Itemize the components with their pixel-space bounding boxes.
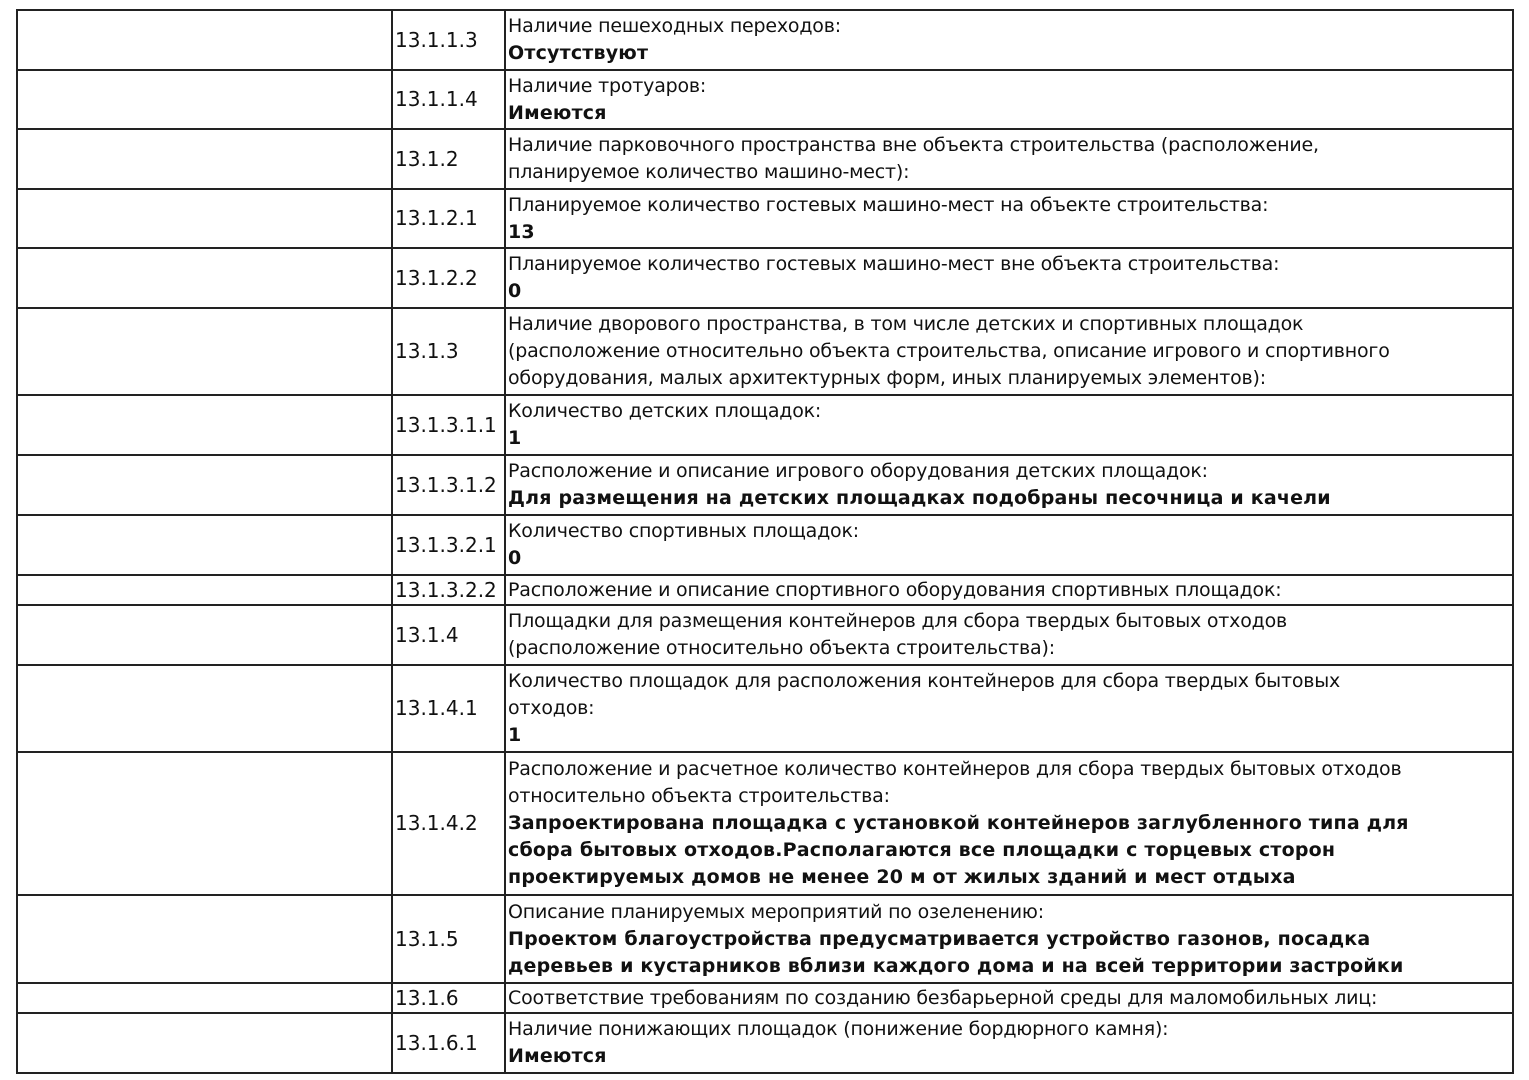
item-label: Количество детских площадок: bbox=[508, 400, 822, 422]
table-row bbox=[17, 752, 1513, 895]
item-value: 13 bbox=[508, 220, 535, 243]
table-row bbox=[17, 395, 1513, 455]
item-value: 1 bbox=[508, 427, 522, 449]
item-description-cell bbox=[505, 395, 1513, 455]
item-label: Наличие дворового пространства, в том числе детских и спортивных площадок (расположение относительно объекта строительства, описание игрового и спортивного оборудования, малых архитектурных форм, иных планируемых элементов): bbox=[508, 313, 1390, 389]
item-description-cell bbox=[505, 895, 1513, 983]
item-description-cell bbox=[505, 1013, 1513, 1073]
item-value: Имеются bbox=[508, 1045, 607, 1067]
item-number: 13.1.6.1 bbox=[392, 1013, 505, 1073]
item-description-cell bbox=[505, 10, 1513, 70]
item-number: 13.1.4 bbox=[392, 605, 505, 665]
item-number: 13.1.3.1.1 bbox=[392, 395, 505, 455]
item-value: 0 bbox=[508, 547, 522, 569]
empty-cell bbox=[17, 895, 392, 983]
empty-cell bbox=[17, 70, 392, 129]
item-number: 13.1.1.3 bbox=[392, 10, 505, 70]
item-value: Запроектирована площадка с установкой контейнеров заглубленного типа для сбора бытовых отходов.Располагаются все площадки с торцевых сторон проектируемых домов не менее 20 м от жилых зданий и мест отдыха bbox=[508, 812, 1409, 888]
empty-cell bbox=[17, 308, 392, 395]
item-value: 0 bbox=[508, 280, 522, 302]
table-row bbox=[17, 189, 1513, 248]
empty-cell bbox=[17, 575, 392, 605]
item-number: 13.1.3 bbox=[392, 308, 505, 395]
empty-cell bbox=[17, 752, 392, 895]
item-description-cell bbox=[505, 752, 1513, 895]
item-label: Наличие тротуаров: bbox=[508, 74, 707, 97]
table-row bbox=[17, 515, 1513, 575]
item-number: 13.1.4.2 bbox=[392, 752, 505, 895]
item-description-cell bbox=[505, 665, 1513, 752]
item-number: 13.1.2.1 bbox=[392, 189, 505, 248]
table-row bbox=[17, 665, 1513, 752]
item-description-cell bbox=[505, 189, 1513, 248]
table-row bbox=[17, 308, 1513, 395]
item-number: 13.1.4.1 bbox=[392, 665, 505, 752]
item-value: Имеются bbox=[508, 101, 607, 124]
item-description-cell bbox=[505, 129, 1513, 189]
empty-cell bbox=[17, 515, 392, 575]
item-value: Для размещения на детских площадках подобраны песочница и качели bbox=[508, 487, 1331, 509]
empty-cell bbox=[17, 10, 392, 70]
table-row bbox=[17, 605, 1513, 665]
item-label: Наличие пешеходных переходов: bbox=[508, 15, 841, 37]
item-label: Расположение и расчетное количество контейнеров для сбора твердых бытовых отходов относительно объекта строительства: bbox=[508, 758, 1402, 807]
empty-cell bbox=[17, 1013, 392, 1073]
item-number: 13.1.6 bbox=[392, 983, 505, 1013]
empty-cell bbox=[17, 189, 392, 248]
item-number: 13.1.3.2.2 bbox=[392, 575, 505, 605]
item-description-cell bbox=[505, 515, 1513, 575]
item-number: 13.1.5 bbox=[392, 895, 505, 983]
item-label: Описание планируемых мероприятий по озеленению: bbox=[508, 900, 1044, 923]
item-value: Отсутствуют bbox=[508, 42, 649, 64]
item-number: 13.1.3.1.2 bbox=[392, 455, 505, 515]
item-number: 13.1.1.4 bbox=[392, 70, 505, 129]
item-label: Площадки для размещения контейнеров для сбора твердых бытовых отходов (расположение относительно объекта строительства): bbox=[508, 610, 1287, 659]
item-value: Проектом благоустройства предусматривается устройство газонов, посадка деревьев и кустарников вблизи каждого дома и на всей территории застройки bbox=[508, 927, 1404, 977]
item-description-cell bbox=[505, 248, 1513, 308]
table-row bbox=[17, 248, 1513, 308]
empty-cell bbox=[17, 129, 392, 189]
item-description-cell bbox=[505, 308, 1513, 395]
item-description-cell bbox=[505, 575, 1513, 605]
item-label: Соответствие требованиям по созданию безбарьерной среды для маломобильных лиц: bbox=[508, 986, 1378, 1009]
table-row bbox=[17, 983, 1513, 1013]
item-label: Планируемое количество гостевых машино-мест на объекте строительства: bbox=[508, 193, 1269, 216]
item-description-cell bbox=[505, 455, 1513, 515]
item-number: 13.1.3.2.1 bbox=[392, 515, 505, 575]
item-number: 13.1.2.2 bbox=[392, 248, 505, 308]
item-label: Наличие парковочного пространства вне объекта строительства (расположение, планируемое количество машино-мест): bbox=[508, 134, 1319, 183]
item-description-cell bbox=[505, 983, 1513, 1013]
empty-cell bbox=[17, 983, 392, 1013]
item-label: Планируемое количество гостевых машино-мест вне объекта строительства: bbox=[508, 253, 1280, 275]
item-label: Наличие понижающих площадок (понижение бордюрного камня): bbox=[508, 1018, 1169, 1040]
item-label: Расположение и описание игрового оборудования детских площадок: bbox=[508, 460, 1208, 482]
item-description-cell bbox=[505, 70, 1513, 129]
table-row bbox=[17, 10, 1513, 70]
empty-cell bbox=[17, 455, 392, 515]
table-row bbox=[17, 1013, 1513, 1073]
empty-cell bbox=[17, 395, 392, 455]
table-row bbox=[17, 895, 1513, 983]
empty-cell bbox=[17, 665, 392, 752]
item-label: Количество площадок для расположения контейнеров для сбора твердых бытовых отходов: bbox=[508, 670, 1341, 719]
item-value: 1 bbox=[508, 724, 522, 746]
item-label: Количество спортивных площадок: bbox=[508, 520, 859, 542]
table-row bbox=[17, 129, 1513, 189]
table-row bbox=[17, 575, 1513, 605]
empty-cell bbox=[17, 605, 392, 665]
document-table bbox=[16, 9, 1514, 1074]
item-number: 13.1.2 bbox=[392, 129, 505, 189]
table-row bbox=[17, 70, 1513, 129]
item-description-cell bbox=[505, 605, 1513, 665]
empty-cell bbox=[17, 248, 392, 308]
item-label: Расположение и описание спортивного оборудования спортивных площадок: bbox=[508, 578, 1282, 601]
table-row bbox=[17, 455, 1513, 515]
